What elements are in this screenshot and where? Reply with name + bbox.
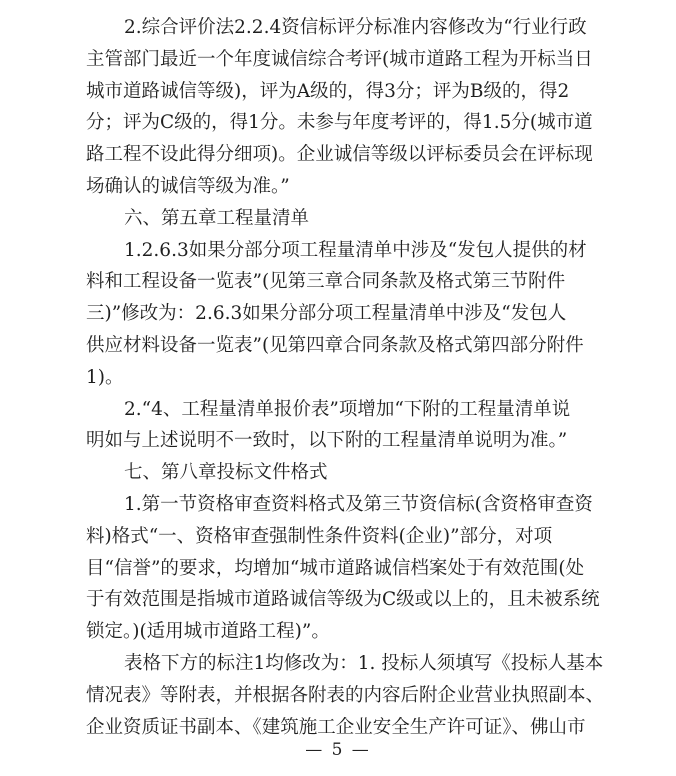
paragraph-line: 企业资质证书副本、《建筑施工企业安全生产许可证》、佛山市 [86, 716, 586, 738]
paragraph-line: 1.2.6.3如果分部分项工程量清单中涉及“发包人提供的材 [124, 239, 587, 261]
paragraph-line: 场确认的诚信等级为准。” [86, 176, 290, 197]
paragraph-line: 主管部门最近一个年度诚信综合考评(城市道路工程为开标当日 [86, 48, 593, 70]
page-number: — 5 — [305, 740, 371, 760]
paragraph-line: 路工程不设此得分细项)。企业诚信等级以评标委员会在评标现 [86, 144, 593, 166]
paragraph-line: 料和工程设备一览表”(见第三章合同条款及格式第三节附件 [86, 271, 566, 293]
paragraph-line: 目“信誉”的要求，均增加“城市道路诚信档案处于有效范围(处 [86, 557, 585, 579]
paragraph-line: 于有效范围是指城市道路诚信等级为C级或以上的，且未被系统 [86, 589, 600, 611]
paragraph-line: 城市道路诚信等级)，评为A级的，得3分；评为B级的，得2 [86, 80, 570, 102]
paragraph-line: 表格下方的标注1均修改为：1. 投标人须填写《投标人基本 [124, 653, 604, 674]
paragraph-line: 明如与上述说明不一致时，以下附的工程量清单说明为准。” [86, 430, 568, 452]
paragraph-line: 2.“4、工程量清单报价表”项增加“下附的工程量清单说 [124, 398, 571, 420]
paragraph-line: 2.综合评价法2.2.4资信标评分标准内容修改为“行业行政 [124, 17, 587, 38]
paragraph-line: 锁定。)(适用城市道路工程)”。 [86, 621, 330, 643]
paragraph-line: 料)格式“一、资格审查强制性条件资料(企业)”部分，对项 [86, 525, 553, 547]
paragraph-line: 1.第一节资格审查资料格式及第三节资信标(含资格审查资 [124, 494, 593, 515]
paragraph-line: 七、第八章投标文件格式 [124, 462, 328, 484]
paragraph-line: 1)。 [86, 366, 124, 388]
paragraph-line: 分；评为C级的，得1分。未参与年度考评的，得1.5分(城市道 [86, 112, 593, 134]
paragraph-line: 供应材料设备一览表”(见第四章合同条款及格式第四部分附件 [86, 335, 584, 356]
paragraph-line: 六、第五章工程量清单 [124, 207, 310, 229]
paragraph-line: 三)”修改为：2.6.3如果分部分项工程量清单中涉及“发包人 [86, 303, 567, 325]
paragraph-line: 情况表》等附表，并根据各附表的内容后附企业营业执照副本、 [86, 684, 605, 706]
